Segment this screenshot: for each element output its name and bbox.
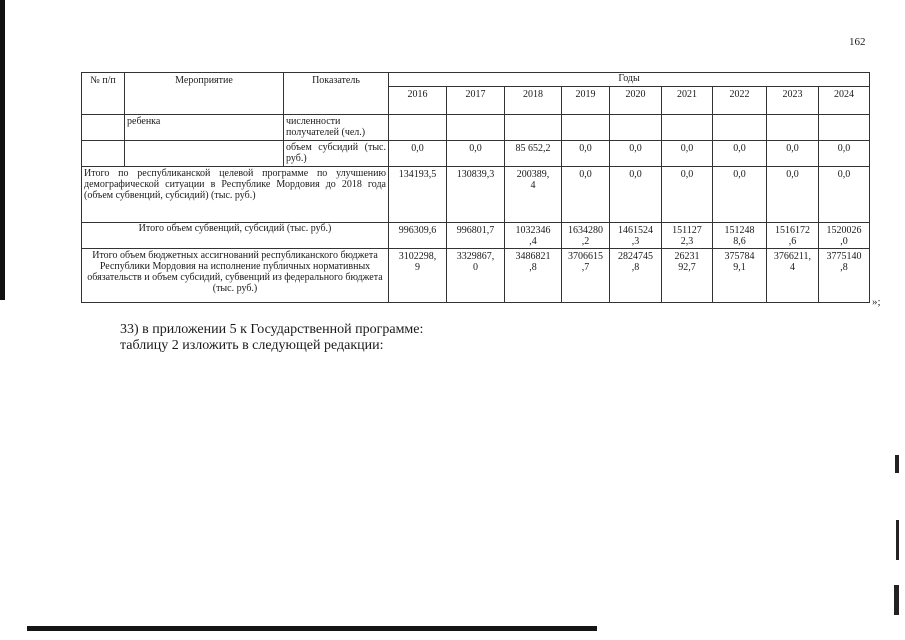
value-cell: 1634280 ,2: [562, 223, 610, 249]
header-num: № п/п: [82, 73, 125, 115]
row-indicator: численности получателей (чел.): [284, 115, 389, 141]
value-cell: 3706615 ,7: [562, 249, 610, 303]
table-row: [82, 167, 870, 223]
header-year: 2024: [819, 87, 870, 115]
row-event: [125, 141, 284, 167]
row-num-cell: [82, 115, 125, 141]
value-cell: 2824745 ,8: [610, 249, 662, 303]
row-event: ребенка: [125, 115, 284, 141]
value-cell: [767, 115, 819, 141]
header-year: 2023: [767, 87, 819, 115]
value-cell: 151127 2,3: [662, 223, 713, 249]
budget-table: [81, 72, 870, 303]
row-label: Итого объем субвенций, субсидий (тыс. руб.): [82, 223, 389, 249]
table-row: [82, 223, 870, 249]
value-cell: 1516172 ,6: [767, 223, 819, 249]
value-cell: 1461524 ,3: [610, 223, 662, 249]
value-cell: [447, 115, 505, 141]
value-cell: 3486821 ,8: [505, 249, 562, 303]
value-cell: 0,0: [662, 141, 713, 167]
value-cell: 151248 8,6: [713, 223, 767, 249]
header-event: Мероприятие: [125, 73, 284, 115]
scan-edge-left: [0, 0, 5, 300]
value-cell: 0,0: [662, 167, 713, 223]
value-cell: 0,0: [767, 141, 819, 167]
scan-edge-bottom: [27, 626, 597, 631]
value-cell: [610, 115, 662, 141]
table-end-mark: »;: [872, 296, 881, 308]
value-cell: 1032346 ,4: [505, 223, 562, 249]
value-cell: 134193,5: [389, 167, 447, 223]
header-year: 2017: [447, 87, 505, 115]
value-cell: 85 652,2: [505, 141, 562, 167]
value-cell: 0,0: [389, 141, 447, 167]
scan-noise: [894, 585, 899, 615]
value-cell: 3329867, 0: [447, 249, 505, 303]
value-cell: 375784 9,1: [713, 249, 767, 303]
value-cell: 26231 92,7: [662, 249, 713, 303]
value-cell: 0,0: [610, 141, 662, 167]
header-year: 2018: [505, 87, 562, 115]
value-cell: [819, 115, 870, 141]
value-cell: 0,0: [562, 167, 610, 223]
budget-table-fragment: [81, 72, 869, 304]
value-cell: 996801,7: [447, 223, 505, 249]
value-cell: [389, 115, 447, 141]
value-cell: 0,0: [819, 167, 870, 223]
page-number: 162: [849, 36, 866, 48]
table-row: [82, 115, 870, 141]
value-cell: 0,0: [713, 141, 767, 167]
value-cell: [662, 115, 713, 141]
value-cell: 200389, 4: [505, 167, 562, 223]
value-cell: 0,0: [562, 141, 610, 167]
value-cell: 3102298, 9: [389, 249, 447, 303]
header-year: 2022: [713, 87, 767, 115]
scan-noise: [896, 520, 899, 560]
value-cell: 0,0: [447, 141, 505, 167]
value-cell: 130839,3: [447, 167, 505, 223]
scan-noise: [895, 455, 899, 473]
table-row: [82, 141, 870, 167]
header-indicator: Показатель: [284, 73, 389, 115]
paragraph-item-33: 33) в приложении 5 к Государственной программе:: [120, 322, 424, 337]
row-num-cell: [82, 141, 125, 167]
value-cell: 0,0: [610, 167, 662, 223]
header-year: 2020: [610, 87, 662, 115]
value-cell: 3775140 ,8: [819, 249, 870, 303]
value-cell: 3766211, 4: [767, 249, 819, 303]
header-years-label: Годы: [389, 73, 870, 87]
paragraph-instruction: таблицу 2 изложить в следующей редакции:: [120, 338, 384, 353]
value-cell: 1520026 ,0: [819, 223, 870, 249]
value-cell: [505, 115, 562, 141]
value-cell: 0,0: [767, 167, 819, 223]
value-cell: [713, 115, 767, 141]
row-label: Итого по республиканской целевой программе по улучшению демографической ситуации в Республике Мордовия до 2018 года (объем субвенций, субсидий) (тыс. руб.): [82, 167, 389, 223]
value-cell: 0,0: [713, 167, 767, 223]
row-indicator: объем субсидий (тыс. руб.): [284, 141, 389, 167]
header-year: 2016: [389, 87, 447, 115]
value-cell: 996309,6: [389, 223, 447, 249]
table-row: [82, 249, 870, 303]
value-cell: 0,0: [819, 141, 870, 167]
value-cell: [562, 115, 610, 141]
header-year: 2021: [662, 87, 713, 115]
header-year: 2019: [562, 87, 610, 115]
row-label: Итого объем бюджетных ассигнований республиканского бюджета Республики Мордовия на исполнение публичных нормативных обязательств и объем субсидий, субвенций из федерального бюджета (тыс. руб.): [82, 249, 389, 303]
